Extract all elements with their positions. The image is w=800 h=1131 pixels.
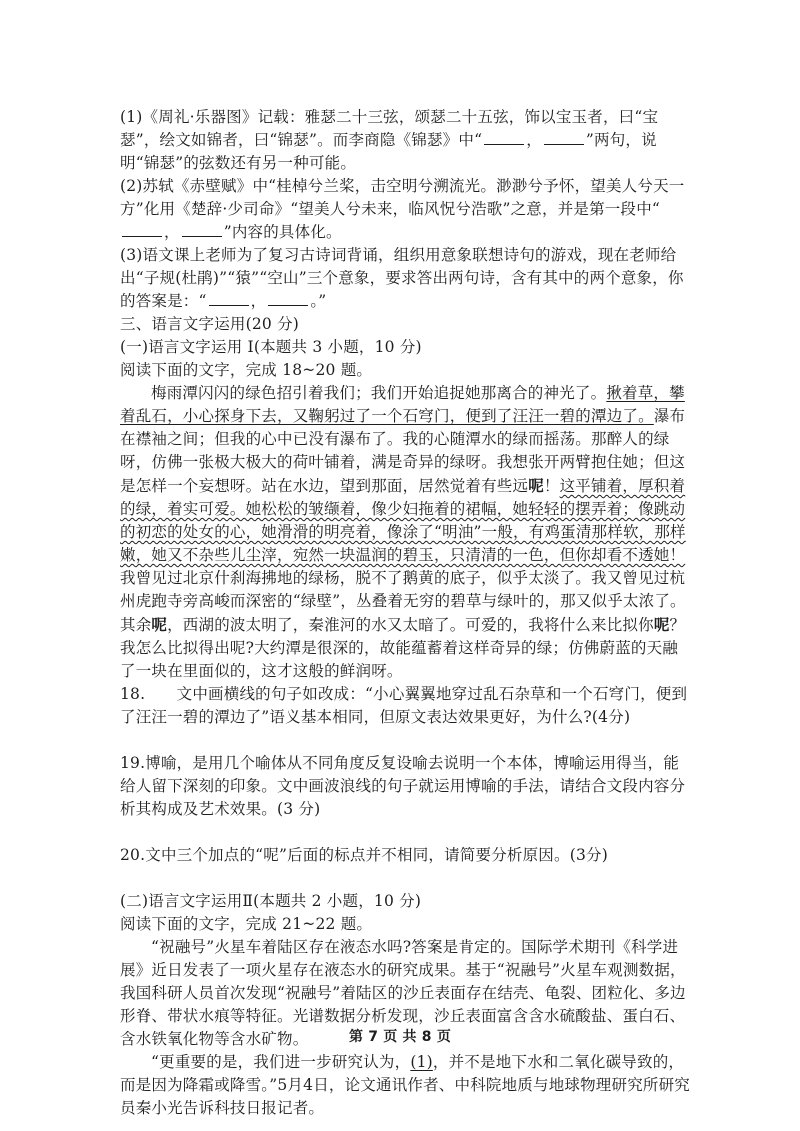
passage-sentence: ，西湖的波太明了，秦淮河的水又太暗了。可爱的，我将什么来比拟你	[167, 616, 654, 634]
subsection-title: (二)语言文字运用Ⅱ(本题共 2 小题，10 分)	[120, 892, 422, 910]
underlined-sentence: 揪着草，攀着乱石，小心探身下去，又鞠躬过了一个石穹门，便到了汪汪一碧的潭边了。	[120, 384, 685, 425]
subsection-title: (一)语言文字运用 I(本题共 3 小题，10 分)	[120, 338, 422, 356]
question-18: 18. 文中画横线的句子如改成：“小心翼翼地穿过乱石杂草和一个石穹门，便到了汪汪一碧的潭边了”语义基本相同，但原文表达效果更好，为什么?(4分)	[120, 685, 688, 726]
reading-instruction: 阅读下面的文字，完成 18~20 题。	[120, 361, 373, 379]
q3-text-a: (3)语文课上老师为了复习古诗词背诵，组织用意象联想诗句的游戏，现在老师给出“子规(杜鹃)”“猿”“空山”三个意象，要求答出两句诗，含有其中的两个意象，你的答案是：“	[120, 246, 684, 310]
passage-text: “更重要的是，我们进一步研究认为，	[151, 1053, 411, 1071]
section-title: 三、语言文字运用(20 分)	[120, 315, 300, 333]
question-fill-1	[120, 106, 690, 175]
reading-passage-2b	[120, 1051, 690, 1120]
question-fill-3	[120, 244, 690, 313]
passage-sentence: 梅雨潭闪闪的绿色招引着我们；我们开始追捉她那离合的神光了。	[151, 384, 607, 402]
question-19: 19.博喻，是用几个喻体从不同角度反复设喻去说明一个本体，博喻运用得当，能给人留下深刻的印象。文中画波浪线的句子就运用博喻的手法，请结合文段内容分析其构成及艺术效果。(3 分)	[120, 754, 686, 818]
q2-text-a: (2)苏轼《赤壁赋》中“桂棹兮兰桨，击空明兮溯流光。渺渺兮予怀，望美人兮天一方”化用《楚辞·少司命》“望美人兮未来，临风怳兮浩歌”之意，并是第一段中“	[120, 177, 685, 218]
answer-blank[interactable]	[122, 221, 162, 237]
passage-sentence: 瀑布在襟袖之间；但我的心中已没有瀑布了。我的心随潭水的绿而摇荡。那醉人的绿呀，仿佛一张极大极大的荷叶铺着，满是奇异的绿呀。我想张开两臂抱住她；但这是怎样一个妄想呀。站在水边，望到那面，居然觉着有些远	[120, 407, 686, 495]
reading-passage-2: “祝融号”火星车着陆区存在液态水吗?答案是肯定的。国际学术期刊《科学进展》近日发表了一项火星存在液态水的研究成果。基于“祝融号”火星车观测数据，我国科研人员首次发现“祝融号”着陆区的沙丘表面存在结壳、龟裂、团粒化、多边形脊、带状水痕等特征。光谱数据分析发现，沙丘表面富含含水硫酸盐、蛋白石、含水铁氧化物等含水矿物。	[120, 938, 686, 1048]
q1-separator: ，	[526, 131, 542, 149]
dotted-word: 呢	[653, 615, 670, 634]
answer-space	[120, 867, 690, 890]
page-number: 第 7 页 共 8 页	[348, 1029, 452, 1045]
answer-space	[120, 729, 690, 752]
question-20: 20.文中三个加点的“呢”后面的标点并不相同，请简要分析原因。(3分)	[120, 846, 608, 864]
passage-sentence: 我曾见过北京什刹海拂地的绿杨，脱不了鹅黄的底子，似乎太淡了。我又曾见过杭州虎跑寺旁高峻而深密的“绿壁”，丛叠着无穷的碧草与绿叶的，那又似乎太浓了。其余	[120, 569, 686, 634]
answer-space	[120, 821, 690, 844]
passage-sentence: ？我怎么比拟得出呢?大约潭是很深的，故能蕴蓄着这样奇异的绿；仿佛蔚蓝的天融了一块在里面似的，这才这般的鲜润呀。	[120, 616, 686, 680]
dotted-word: 呢	[528, 476, 544, 495]
q2-text-b: ”内容的具体化。	[223, 223, 342, 241]
numbered-blank[interactable]: (1)	[410, 1053, 433, 1071]
dotted-word: 呢	[151, 615, 168, 634]
passage-text: ，并不是地下水和二氧化碳导致的，而是因为降霜或降雪。”5月4日，论文通讯作者、中科院地质与地球物理研究所研究员秦小光告诉科技日报记者。	[120, 1053, 690, 1117]
q1-text-b: ”两句，说明“锦瑟”的弦数还有另一种可能。	[120, 131, 657, 172]
answer-blank[interactable]	[544, 129, 584, 145]
wavy-underlined-sentence: 这平铺着，厚积着的绿，着实可爱。她松松的皱缬着，像少妇拖着的裙幅，她轻轻的摆弄着；像跳动的初恋的处女的心，她滑滑的明亮着，像涂了“明油”一般，有鸡蛋清那样软，那样嫩，她又不杂些儿尘滓，宛然一块温润的碧玉，只清清的一色，但你却看不透她！	[120, 477, 686, 564]
page-content	[120, 106, 690, 1120]
q3-text-b: 。”	[310, 292, 327, 310]
answer-blank[interactable]	[182, 221, 222, 237]
q3-separator: ，	[250, 292, 267, 310]
passage-punctuation: ！	[543, 477, 560, 495]
q1-text-a: (1)《周礼·乐器图》记载：雅瑟二十三弦，颂瑟二十五弦，饰以宝玉者，曰“宝瑟”，绘文如锦者，曰“锦瑟”。而李商隐《锦瑟》中“	[120, 108, 659, 149]
reading-passage	[120, 382, 690, 683]
q2-separator: ，	[164, 223, 180, 241]
answer-blank[interactable]	[209, 290, 249, 306]
answer-blank[interactable]	[484, 129, 524, 145]
question-fill-2	[120, 175, 690, 244]
answer-blank[interactable]	[268, 290, 308, 306]
reading-instruction: 阅读下面的文字，完成 21~22 题。	[120, 915, 373, 933]
